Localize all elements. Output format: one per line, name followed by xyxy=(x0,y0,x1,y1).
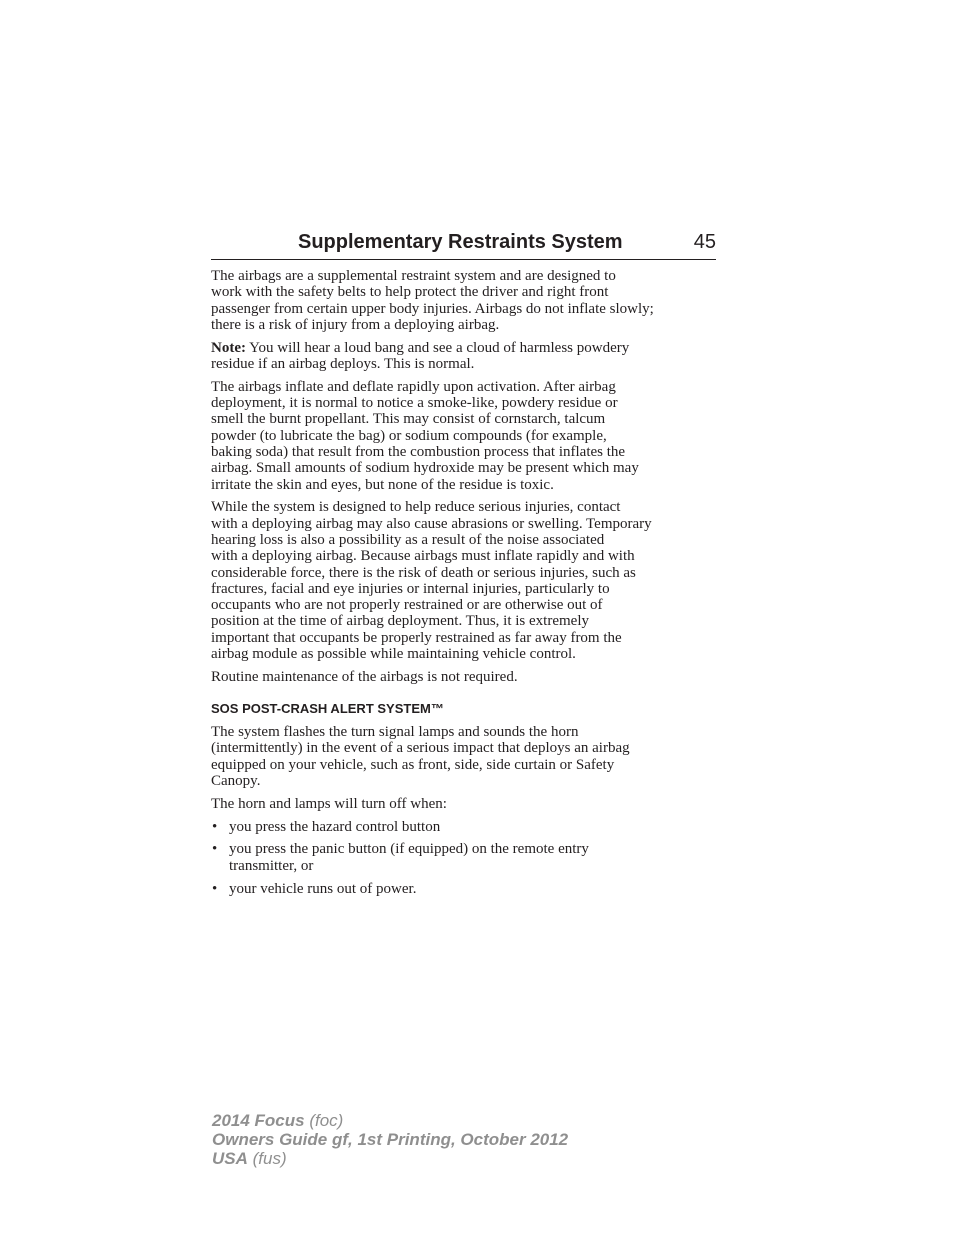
note-paragraph xyxy=(211,340,716,373)
text-line: occupants who are not properly restrained or are otherwise out of xyxy=(211,597,603,614)
text-line: irritate the skin and eyes, but none of the residue is toxic. xyxy=(211,476,554,493)
text-line: The system flashes the turn signal lamps and sounds the horn xyxy=(211,724,579,741)
footer-guide-line: Owners Guide gf, 1st Printing, October 2012 xyxy=(212,1130,569,1149)
text-line: work with the safety belts to help protect the driver and right front xyxy=(211,284,609,301)
text-line: there is a risk of injury from a deploying airbag. xyxy=(211,316,500,333)
text-line: airbag. Small amounts of sodium hydroxide may be present which may xyxy=(211,460,639,477)
list-item xyxy=(211,881,716,897)
text-line: powder (to lubricate the bag) or sodium compounds (for example, xyxy=(211,427,607,444)
text-line: Canopy. xyxy=(211,773,261,790)
list-item xyxy=(211,819,716,835)
text-line xyxy=(211,340,716,356)
bullet-icon: • xyxy=(212,880,218,897)
text-line: Routine maintenance of the airbags is not required. xyxy=(211,668,518,685)
footer-model-code: (foc) xyxy=(304,1111,344,1130)
text-line: with a deploying airbag. Because airbags must inflate rapidly and with xyxy=(211,548,635,565)
page-body xyxy=(211,268,716,903)
note-label: Note: xyxy=(211,339,246,356)
text-line: The airbags inflate and deflate rapidly upon activation. After airbag xyxy=(211,378,616,395)
section-title: Supplementary Restraints System xyxy=(298,231,623,253)
page-footer xyxy=(212,1111,568,1168)
text-line: your vehicle runs out of power. xyxy=(229,880,417,897)
text-line: passenger from certain upper body injuries. Airbags do not inflate slowly; xyxy=(211,300,654,317)
body-paragraph-deployment-residue xyxy=(211,379,716,493)
text-line: with a deploying airbag may also cause abrasions or swelling. Temporary xyxy=(211,515,652,532)
footer-region: USA xyxy=(212,1149,248,1168)
text-line: equipped on your vehicle, such as front, side, side curtain or Safety xyxy=(211,756,615,773)
footer-model-line xyxy=(212,1111,568,1130)
body-paragraph-maintenance xyxy=(211,669,716,685)
text-line: The airbags are a supplemental restraint system and are designed to xyxy=(211,268,616,284)
text-line: position at the time of airbag deployment. Thus, it is extremely xyxy=(211,613,589,630)
text-line: important that occupants be properly restrained as far away from the xyxy=(211,629,622,646)
note-text: You will hear a loud bang and see a cloud of harmless powdery xyxy=(245,339,630,356)
section-heading: SOS POST-CRASH ALERT SYSTEM™ xyxy=(211,701,444,717)
footer-model: 2014 Focus xyxy=(212,1111,305,1130)
text-line: you press the hazard control button xyxy=(229,818,441,835)
page-header xyxy=(211,229,716,260)
text-line: considerable force, there is the risk of death or serious injuries, such as xyxy=(211,564,636,581)
bullet-list xyxy=(211,819,716,897)
text-line: you press the panic button (if equipped) on the remote entry xyxy=(229,841,589,858)
text-line: While the system is designed to help reduce serious injuries, contact xyxy=(211,499,621,516)
text-line: baking soda) that result from the combustion process that inflates the xyxy=(211,443,626,460)
footer-region-code: (fus) xyxy=(247,1149,287,1168)
list-item xyxy=(211,841,716,874)
body-paragraph-injury-risk xyxy=(211,499,716,662)
text-line: hearing loss is also a possibility as a result of the noise associated xyxy=(211,531,605,548)
text-line: (intermittently) in the event of a serious impact that deploys an airbag xyxy=(211,740,630,757)
text-line: airbag module as possible while maintaining vehicle control. xyxy=(211,646,576,663)
text-line: transmitter, or xyxy=(229,857,314,874)
footer-region-line xyxy=(212,1149,568,1168)
body-paragraph-sos-description xyxy=(211,724,716,789)
text-line: fractures, facial and eye injuries or internal injuries, particularly to xyxy=(211,580,610,597)
body-paragraph-turn-off-intro xyxy=(211,796,716,812)
body-paragraph-airbags-supplemental xyxy=(211,268,716,333)
text-line: smell the burnt propellant. This may consist of cornstarch, talcum xyxy=(211,411,606,428)
bullet-icon: • xyxy=(212,818,218,835)
bullet-icon: • xyxy=(212,841,218,858)
text-line: deployment, it is normal to notice a smoke-like, powdery residue or xyxy=(211,395,618,412)
text-line: residue if an airbag deploys. This is normal. xyxy=(211,355,475,372)
page-number: 45 xyxy=(693,231,716,253)
text-line: The horn and lamps will turn off when: xyxy=(211,795,447,812)
